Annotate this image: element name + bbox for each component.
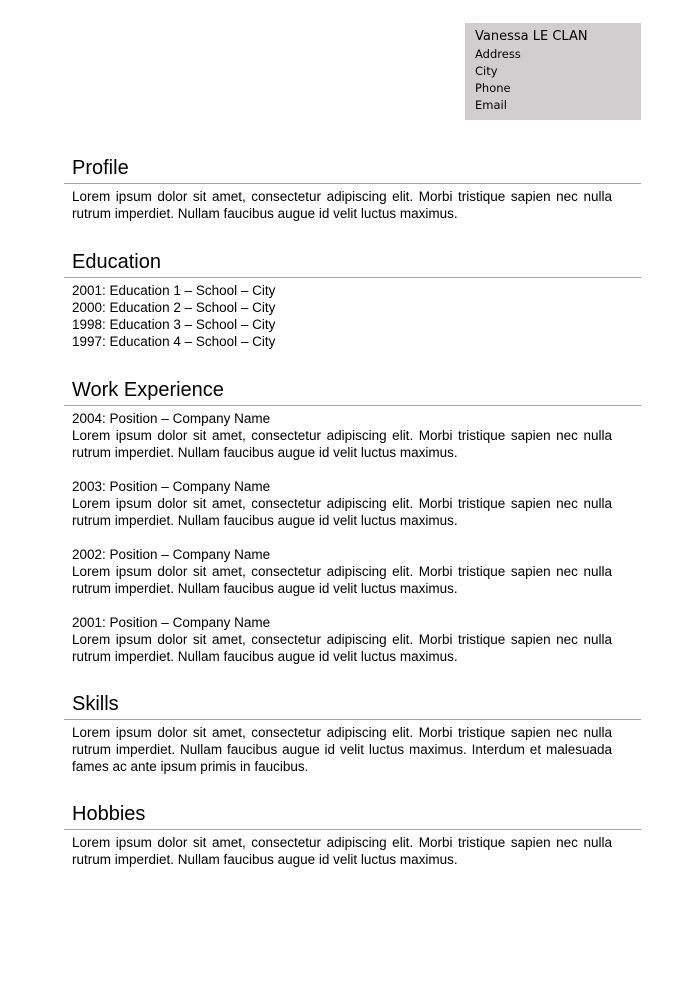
work-entry-title: 2004: Position – Company Name [72, 411, 271, 426]
education-item: 2000: Education 2 – School – City [72, 300, 276, 315]
contact-address: Address [475, 47, 521, 61]
education-item: 2001: Education 1 – School – City [72, 283, 276, 298]
profile-section [64, 156, 641, 222]
work-entry-text: Lorem ipsum dolor sit amet, consectetur adipiscing elit. Morbi tristique sapien nec nulla rutrum imperdiet. Nullam faucibus augue id velit luctus maximus. [72, 428, 612, 460]
work-entry-text: Lorem ipsum dolor sit amet, consectetur adipiscing elit. Morbi tristique sapien nec nulla rutrum imperdiet. Nullam faucibus augue id velit luctus maximus. [72, 564, 612, 596]
education-item: 1997: Education 4 – School – City [72, 334, 276, 349]
work-entry-title: 2003: Position – Company Name [72, 479, 271, 494]
hobbies-heading: Hobbies [64, 802, 641, 830]
work-heading: Work Experience [64, 378, 641, 406]
work-entry-text: Lorem ipsum dolor sit amet, consectetur adipiscing elit. Morbi tristique sapien nec nulla rutrum imperdiet. Nullam faucibus augue id velit luctus maximus. [72, 496, 612, 528]
work-entry [72, 546, 641, 597]
contact-email: Email [475, 98, 507, 112]
work-entry-title: 2001: Position – Company Name [72, 615, 271, 630]
contact-city: City [475, 64, 498, 78]
skills-text: Lorem ipsum dolor sit amet, consectetur adipiscing elit. Morbi tristique sapien nec nulla rutrum imperdiet. Nullam faucibus augue id velit luctus maximus. Interdum et malesuada fames ac ante ipsum primis in faucibus. [72, 725, 612, 774]
education-heading: Education [64, 250, 641, 278]
work-section [64, 378, 641, 665]
profile-heading: Profile [64, 156, 641, 184]
skills-heading: Skills [64, 692, 641, 720]
profile-text: Lorem ipsum dolor sit amet, consectetur adipiscing elit. Morbi tristique sapien nec nulla rutrum imperdiet. Nullam faucibus augue id velit luctus maximus. [72, 189, 612, 221]
work-entry [72, 410, 641, 461]
work-entry [72, 478, 641, 529]
work-entry [72, 614, 641, 665]
education-item: 1998: Education 3 – School – City [72, 317, 276, 332]
hobbies-text: Lorem ipsum dolor sit amet, consectetur adipiscing elit. Morbi tristique sapien nec nulla rutrum imperdiet. Nullam faucibus augue id velit luctus maximus. [72, 835, 612, 867]
contact-phone: Phone [475, 81, 511, 95]
contact-box [465, 23, 641, 120]
hobbies-section [64, 802, 641, 868]
work-entry-title: 2002: Position – Company Name [72, 547, 271, 562]
education-section [64, 250, 641, 350]
skills-section [64, 692, 641, 775]
contact-name: Vanessa LE CLAN [475, 29, 588, 44]
work-entry-text: Lorem ipsum dolor sit amet, consectetur adipiscing elit. Morbi tristique sapien nec nulla rutrum imperdiet. Nullam faucibus augue id velit luctus maximus. [72, 632, 612, 664]
